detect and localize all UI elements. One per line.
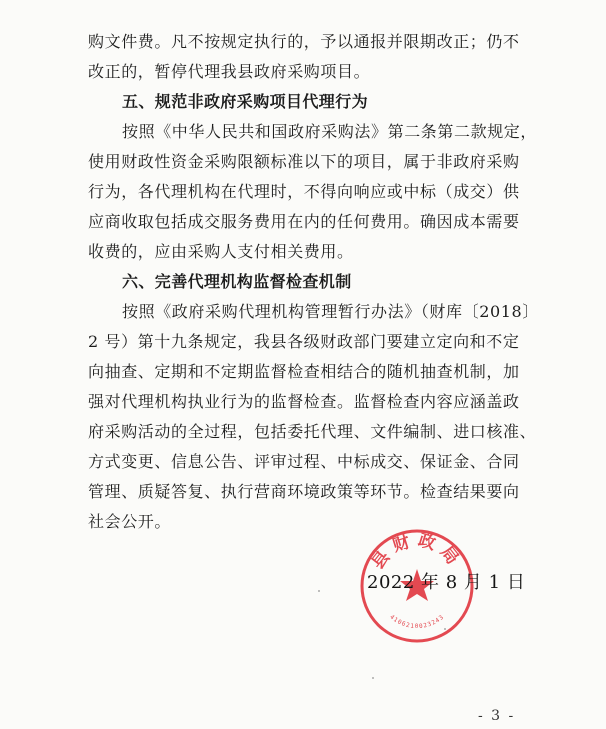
svg-text:4106210023243 [388,614,445,631]
paragraph-line: 改正的，暂停代理我县政府采购项目。 [88,62,371,81]
paragraph-line: 行为，各代理机构在代理时，不得向响应或中标（成交）供 [88,182,520,201]
paragraph-line: 应商收取包括成交服务费用在内的任何费用。确因成本需要 [88,212,520,231]
paragraph-line: 方式变更、信息公告、评审过程、中标成交、保证金、合同 [88,452,520,471]
paragraph-line: 管理、质疑答复、执行营商环境政策等环节。检查结果要向 [88,482,520,501]
scan-speck [372,677,374,679]
paragraph-line: 2 号）第十九条规定，我县各级财政部门要建立定向和不定 [88,332,520,351]
svg-text:县财政局 [368,529,466,573]
section-heading-6: 六、完善代理机构监督检查机制 [122,272,352,291]
paragraph-line: 社会公开。 [88,512,172,531]
paragraph-line: 向抽查、定期和不定期监督检查相结合的随机抽查机制，加 [88,362,520,381]
paragraph-line: 收费的，应由采购人支付相关费用。 [88,242,354,261]
paragraph-line: 强对代理机构执业行为的监督检查。监督检查内容应涵盖政 [88,392,520,411]
paragraph-line: 按照《政府采购代理机构管理暂行办法》（财库〔2018〕 [122,302,539,321]
paragraph-line: 使用财政性资金采购限额标准以下的项目，属于非政府采购 [88,152,520,171]
paragraph-line: 府采购活动的全过程，包括委托代理、文件编制、进口核准、 [88,422,537,441]
page-number: - 3 - [478,708,516,724]
section-heading-5: 五、规范非政府采购项目代理行为 [122,92,369,111]
paragraph-line: 按照《中华人民共和国政府采购法》第二条第二款规定， [122,122,538,141]
document-date: 2022 年 8 月 1 日 [367,572,526,593]
paragraph-line: 购文件费。凡不按规定执行的，予以通报并限期改正；仍不 [88,32,520,51]
scan-speck [444,628,446,630]
seal-text: 县财政局 [368,530,466,574]
scan-speck [318,590,320,592]
seal-code: 4106210023243 [388,613,446,631]
